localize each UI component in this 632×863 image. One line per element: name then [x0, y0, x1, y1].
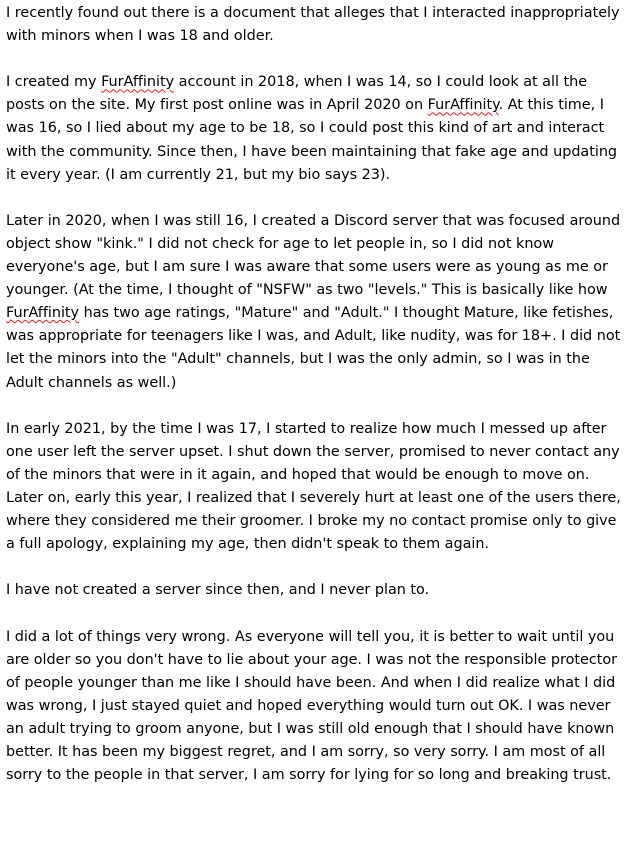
misspelled-word[interactable]: FurAffinity — [427, 97, 499, 114]
misspelled-word[interactable]: FurAffinity — [101, 74, 175, 91]
paragraph-6 — [6, 626, 628, 788]
text-run: I have not created a server since then, and I never plan to. — [6, 582, 430, 599]
text-run: Later in 2020, when I was still 16, I created a Discord server that was focused around object show "kink." I did not check for age to let people in, so I did not know everyone's age, but I am sure I was aware that some users were as young as me or younger. (At the time, I thought of "NSFW" as two "levels." This is basically like how — [6, 212, 621, 299]
text-run: account in 2018, when I was 14, so I could look at all the posts on the site. My first post online was in April 2020 on — [6, 74, 588, 114]
paragraph-4 — [6, 418, 628, 557]
text-run: I did a lot of things very wrong. As everyone will tell you, it is better to wait until you are older so you don't have to lie about your age. I was not the responsible protector of people younger than me like I should have been. And when I did realize what I did was wrong, I just stayed quiet and hoped everything would turn out OK. I was never an adult trying to groom anyone, but I was still old enough that I should have known better. It has been my biggest regret, and I am sorry, so very sorry. I am most of all sorry to the people in that server, I am sorry for lying for so long and breaking trust. — [6, 628, 618, 784]
paragraph-1 — [6, 2, 628, 48]
paragraph-3 — [6, 210, 628, 395]
paragraph-5 — [6, 579, 628, 602]
text-run: I created my — [6, 74, 102, 91]
misspelled-word[interactable]: FurAffinity — [6, 305, 80, 322]
paragraph-2 — [6, 71, 628, 186]
text-run: In early 2021, by the time I was 17, I started to realize how much I messed up after one user left the server upset. I shut down the server, promised to never contact any of the minors that were in it again, and hoped that would be enough to move on. Later on, early this year, I realized that I severely hurt at least one of the users there, where they considered me their groomer. I broke my no contact promise only to give a full apology, explaining my age, then didn't speak to them again. — [6, 420, 621, 553]
text-run: I recently found out there is a document that alleges that I interacted inappropriately with minors when I was 18 and older. — [6, 5, 620, 45]
text-run: . At this time, I was 16, so I lied about my age to be 18, so I could post this kind of art and interact with the community. Since then, I have been maintaining that fake age and updating it every year. (I am currently 21, but my bio says 23). — [6, 97, 618, 183]
text-run: has two age ratings, "Mature" and "Adult." I thought Mature, like fetishes, was appropriate for teenagers like I was, and Adult, like nudity, was for 18+. I did not let the minors into the "Adult" channels, but I was the only admin, so I was in the Adult channels as well.) — [6, 305, 621, 391]
